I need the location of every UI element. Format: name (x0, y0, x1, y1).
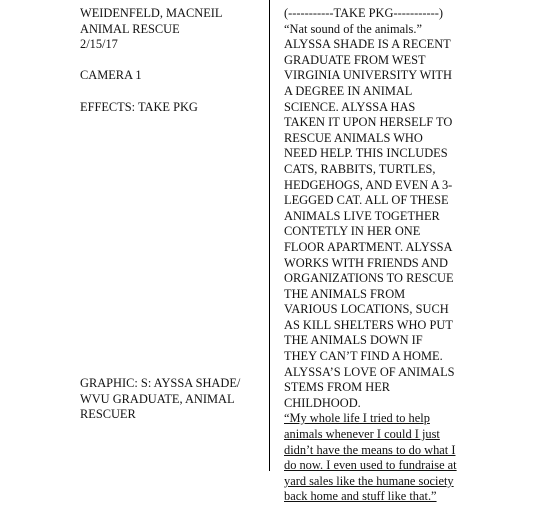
quote-line: yard sales like the humane society (284, 473, 454, 488)
story-date: 2/15/17 (80, 37, 118, 52)
quote-line: do now. I even used to fundraise at (284, 458, 457, 473)
quote-line: animals whenever I could I just (284, 427, 440, 442)
voiceover-line: VARIOUS LOCATIONS, SUCH (284, 302, 449, 317)
voiceover-line: ALYSSA SHADE IS A RECENT (284, 37, 451, 52)
voiceover-line: CHILDHOOD. (284, 395, 361, 410)
spacer (80, 84, 265, 100)
quote-line: “My whole life I tried to help (284, 411, 430, 426)
voiceover-line: WORKS WITH FRIENDS AND (284, 255, 448, 270)
voiceover-line: SCIENCE. ALYSSA HAS (284, 99, 416, 114)
graphic-line: WVU GRADUATE, ANIMAL (80, 391, 235, 406)
voiceover-line: STEMS FROM HER (284, 380, 391, 395)
graphic-line: GRAPHIC: S: AYSSA SHADE/ (80, 376, 241, 390)
voiceover-line: NEED HELP. THIS INCLUDES (284, 146, 448, 161)
voiceover-line: HEDGEHOGS, AND EVEN A 3- (284, 177, 453, 192)
effects-cue: EFFECTS: TAKE PKG (80, 99, 198, 114)
voiceover-line: ALYSSA’S LOVE OF ANIMALS (284, 364, 455, 379)
voiceover-line: GRADUATE FROM WEST (284, 52, 426, 67)
nat-sound-cue: “Nat sound of the animals.” (284, 21, 422, 36)
column-divider (269, 0, 270, 471)
voiceover-line: THE ANIMALS FROM (284, 286, 406, 301)
voiceover-line: LEGGED CAT. ALL OF THESE (284, 193, 449, 208)
voiceover-line: ORGANIZATIONS TO RESCUE (284, 271, 454, 286)
voiceover-line: A DEGREE IN ANIMAL (284, 83, 413, 98)
voiceover-line: CATS, RABBITS, TURTLES, (284, 161, 436, 176)
camera-cue: CAMERA 1 (80, 68, 142, 83)
voiceover-line: FLOOR APARTMENT. ALYSSA (284, 239, 453, 254)
voiceover-line: CONTETLY IN HER ONE (284, 224, 421, 239)
voiceover-line: THEY CAN’T FIND A HOME. (284, 349, 443, 364)
take-pkg-cue: (-----------TAKE PKG-----------) (284, 6, 443, 20)
script-column (284, 6, 506, 505)
voiceover-text (284, 37, 506, 411)
graphic-line: RESCUER (80, 407, 136, 422)
voiceover-line: ANIMALS LIVE TOGETHER (284, 208, 440, 223)
voiceover-line: AS KILL SHELTERS WHO PUT (284, 317, 453, 332)
reporter-names: WEIDENFELD, MACNEIL (80, 6, 223, 20)
sound-bite-quote (284, 411, 506, 505)
slug-block (80, 6, 265, 115)
voiceover-line: VIRGINIA UNIVERSITY WITH (284, 68, 452, 83)
voiceover-line: TAKEN IT UPON HERSELF TO (284, 115, 453, 130)
quote-line: back home and stuff like that.” (284, 489, 437, 504)
graphic-cue (80, 376, 265, 423)
spacer (80, 53, 265, 69)
story-slug: ANIMAL RESCUE (80, 21, 180, 36)
quote-line: didn’t have the means to do what I (284, 442, 456, 457)
voiceover-line: RESCUE ANIMALS WHO (284, 130, 423, 145)
voiceover-line: THE ANIMALS DOWN IF (284, 333, 423, 348)
